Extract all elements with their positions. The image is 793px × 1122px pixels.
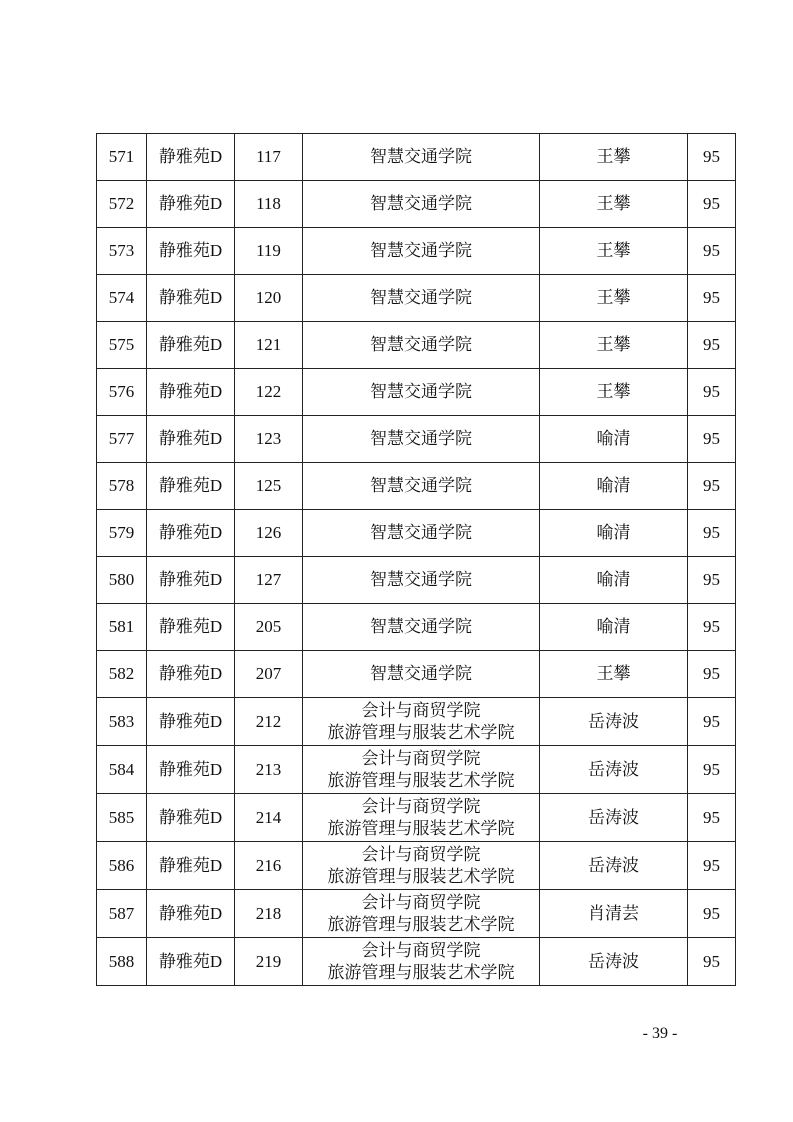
person-cell: 王攀 [540, 651, 688, 698]
room-cell: 213 [235, 746, 303, 794]
person-cell: 王攀 [540, 181, 688, 228]
college-cell [303, 794, 540, 842]
college-name: 旅游管理与服装艺术学院 [327, 914, 515, 934]
college-name: 智慧交通学院 [370, 288, 472, 307]
college-cell [303, 842, 540, 890]
score-cell: 95 [688, 510, 736, 557]
table-row [97, 134, 736, 181]
building-cell: 静雅苑D [147, 369, 235, 416]
college-name: 智慧交通学院 [370, 335, 472, 354]
college-name: 旅游管理与服装艺术学院 [327, 722, 515, 742]
table-row [97, 181, 736, 228]
building-cell: 静雅苑D [147, 181, 235, 228]
row-number-cell: 587 [97, 890, 147, 938]
row-number-cell: 571 [97, 134, 147, 181]
score-cell: 95 [688, 651, 736, 698]
table-body [97, 134, 736, 986]
college-name: 智慧交通学院 [370, 194, 472, 213]
score-cell: 95 [688, 604, 736, 651]
person-cell: 王攀 [540, 228, 688, 275]
college-name: 旅游管理与服装艺术学院 [327, 818, 515, 838]
table-row [97, 842, 736, 890]
row-number-cell: 572 [97, 181, 147, 228]
row-number-cell: 579 [97, 510, 147, 557]
score-cell: 95 [688, 890, 736, 938]
college-cell [303, 322, 540, 369]
college-cell [303, 369, 540, 416]
table-row [97, 275, 736, 322]
table-row [97, 651, 736, 698]
person-cell: 喻清 [540, 557, 688, 604]
college-name: 会计与商贸学院 [361, 892, 481, 912]
college-name: 会计与商贸学院 [361, 748, 481, 768]
college-cell [303, 557, 540, 604]
row-number-cell: 573 [97, 228, 147, 275]
building-cell: 静雅苑D [147, 322, 235, 369]
score-cell: 95 [688, 181, 736, 228]
building-cell: 静雅苑D [147, 463, 235, 510]
table-row [97, 416, 736, 463]
table-row [97, 510, 736, 557]
table-row [97, 463, 736, 510]
score-cell: 95 [688, 794, 736, 842]
room-cell: 212 [235, 698, 303, 746]
table-row [97, 322, 736, 369]
building-cell: 静雅苑D [147, 794, 235, 842]
building-cell: 静雅苑D [147, 275, 235, 322]
row-number-cell: 585 [97, 794, 147, 842]
college-name: 智慧交通学院 [370, 523, 472, 542]
college-name: 智慧交通学院 [370, 476, 472, 495]
room-cell: 216 [235, 842, 303, 890]
college-name: 智慧交通学院 [370, 429, 472, 448]
building-cell: 静雅苑D [147, 651, 235, 698]
score-cell: 95 [688, 322, 736, 369]
person-cell: 岳涛波 [540, 746, 688, 794]
college-name: 智慧交通学院 [370, 241, 472, 260]
college-name: 智慧交通学院 [370, 617, 472, 636]
person-cell: 喻清 [540, 510, 688, 557]
person-cell: 喻清 [540, 416, 688, 463]
person-cell: 王攀 [540, 322, 688, 369]
person-cell: 喻清 [540, 463, 688, 510]
college-name: 会计与商贸学院 [361, 700, 481, 720]
row-number-cell: 588 [97, 938, 147, 986]
room-cell: 125 [235, 463, 303, 510]
table-row [97, 228, 736, 275]
building-cell: 静雅苑D [147, 416, 235, 463]
room-cell: 126 [235, 510, 303, 557]
college-cell [303, 651, 540, 698]
score-cell: 95 [688, 842, 736, 890]
college-cell [303, 604, 540, 651]
person-cell: 王攀 [540, 134, 688, 181]
person-cell: 喻清 [540, 604, 688, 651]
score-cell: 95 [688, 416, 736, 463]
row-number-cell: 577 [97, 416, 147, 463]
score-cell: 95 [688, 938, 736, 986]
table-row [97, 557, 736, 604]
college-name: 智慧交通学院 [370, 570, 472, 589]
college-name: 会计与商贸学院 [361, 940, 481, 960]
room-cell: 118 [235, 181, 303, 228]
score-cell: 95 [688, 557, 736, 604]
room-cell: 207 [235, 651, 303, 698]
person-cell: 岳涛波 [540, 938, 688, 986]
college-cell [303, 228, 540, 275]
room-cell: 205 [235, 604, 303, 651]
college-cell [303, 134, 540, 181]
room-cell: 121 [235, 322, 303, 369]
table-row [97, 746, 736, 794]
row-number-cell: 581 [97, 604, 147, 651]
score-cell: 95 [688, 746, 736, 794]
row-number-cell: 583 [97, 698, 147, 746]
college-name: 智慧交通学院 [370, 382, 472, 401]
row-number-cell: 578 [97, 463, 147, 510]
building-cell: 静雅苑D [147, 746, 235, 794]
person-cell: 岳涛波 [540, 842, 688, 890]
college-name: 智慧交通学院 [370, 147, 472, 166]
college-cell [303, 416, 540, 463]
building-cell: 静雅苑D [147, 890, 235, 938]
room-cell: 119 [235, 228, 303, 275]
score-cell: 95 [688, 369, 736, 416]
college-name: 智慧交通学院 [370, 664, 472, 683]
college-cell [303, 275, 540, 322]
table-row [97, 794, 736, 842]
score-cell: 95 [688, 698, 736, 746]
building-cell: 静雅苑D [147, 134, 235, 181]
table-row [97, 890, 736, 938]
row-number-cell: 584 [97, 746, 147, 794]
room-cell: 117 [235, 134, 303, 181]
building-cell: 静雅苑D [147, 938, 235, 986]
room-cell: 214 [235, 794, 303, 842]
college-cell [303, 698, 540, 746]
college-name: 会计与商贸学院 [361, 796, 481, 816]
building-cell: 静雅苑D [147, 557, 235, 604]
building-cell: 静雅苑D [147, 228, 235, 275]
row-number-cell: 575 [97, 322, 147, 369]
score-cell: 95 [688, 134, 736, 181]
college-cell [303, 510, 540, 557]
college-cell [303, 746, 540, 794]
college-name: 旅游管理与服装艺术学院 [327, 962, 515, 982]
building-cell: 静雅苑D [147, 698, 235, 746]
college-cell [303, 181, 540, 228]
dorm-score-table [96, 133, 736, 986]
table-row [97, 604, 736, 651]
person-cell: 岳涛波 [540, 794, 688, 842]
row-number-cell: 576 [97, 369, 147, 416]
page-number: - 39 - [642, 1025, 678, 1042]
college-cell [303, 463, 540, 510]
building-cell: 静雅苑D [147, 842, 235, 890]
row-number-cell: 586 [97, 842, 147, 890]
row-number-cell: 580 [97, 557, 147, 604]
college-cell [303, 890, 540, 938]
college-name: 会计与商贸学院 [361, 844, 481, 864]
table-row [97, 369, 736, 416]
building-cell: 静雅苑D [147, 510, 235, 557]
person-cell: 肖清芸 [540, 890, 688, 938]
table-row [97, 698, 736, 746]
row-number-cell: 582 [97, 651, 147, 698]
row-number-cell: 574 [97, 275, 147, 322]
room-cell: 218 [235, 890, 303, 938]
room-cell: 120 [235, 275, 303, 322]
building-cell: 静雅苑D [147, 604, 235, 651]
person-cell: 岳涛波 [540, 698, 688, 746]
room-cell: 127 [235, 557, 303, 604]
score-cell: 95 [688, 463, 736, 510]
score-cell: 95 [688, 275, 736, 322]
person-cell: 王攀 [540, 275, 688, 322]
college-cell [303, 938, 540, 986]
table-row [97, 938, 736, 986]
room-cell: 122 [235, 369, 303, 416]
college-name: 旅游管理与服装艺术学院 [327, 866, 515, 886]
room-cell: 219 [235, 938, 303, 986]
person-cell: 王攀 [540, 369, 688, 416]
college-name: 旅游管理与服装艺术学院 [327, 770, 515, 790]
room-cell: 123 [235, 416, 303, 463]
score-cell: 95 [688, 228, 736, 275]
